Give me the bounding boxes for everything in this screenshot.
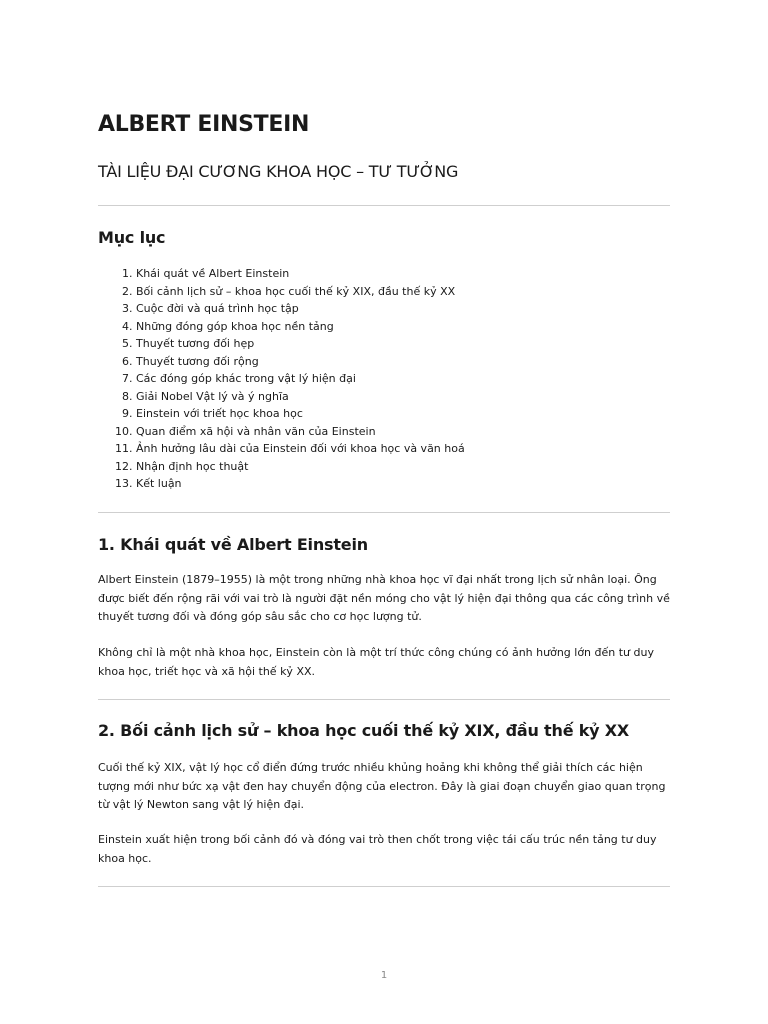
toc-item: 5. Thuyết tương đối hẹp xyxy=(136,335,465,353)
toc-item: 4. Những đóng góp khoa học nền tảng xyxy=(136,318,465,336)
toc-item: 10. Quan điểm xã hội và nhân văn của Einstein xyxy=(136,423,465,441)
toc-list xyxy=(98,265,465,493)
toc-item: 7. Các đóng góp khác trong vật lý hiện đại xyxy=(136,370,465,388)
divider xyxy=(98,699,670,700)
section-2-heading: 2. Bối cảnh lịch sử – khoa học cuối thế kỷ XIX, đầu thế kỷ XX xyxy=(98,721,630,740)
section-2-paragraph-2: Einstein xuất hiện trong bối cảnh đó và đóng vai trò then chốt trong việc tái cấu trúc nền tảng tư duy khoa học. xyxy=(98,833,657,865)
section-1-paragraph-1: Albert Einstein (1879–1955) là một trong những nhà khoa học vĩ đại nhất trong lịch sử nhân loại. Ông được biết đến rộng rãi với vai trò là người đặt nền móng cho vật lý hiện đại thông qua các công trình về thuyết tương đối và đóng góp sâu sắc cho cơ học lượng tử. xyxy=(98,573,670,623)
section-1-paragraph-2: Không chỉ là một nhà khoa học, Einstein còn là một trí thức công chúng có ảnh hưởng lớn đến tư duy khoa học, triết học và xã hội thế kỷ XX. xyxy=(98,646,654,678)
section-1-heading: 1. Khái quát về Albert Einstein xyxy=(98,535,368,554)
toc-item: 9. Einstein với triết học khoa học xyxy=(136,405,465,423)
toc-heading: Mục lục xyxy=(98,228,166,247)
toc-item: 13. Kết luận xyxy=(136,475,465,493)
document-subtitle: TÀI LIỆU ĐẠI CƯƠNG KHOA HỌC – TƯ TƯỞNG xyxy=(98,162,459,181)
toc-item: 1. Khái quát về Albert Einstein xyxy=(136,265,465,283)
divider xyxy=(98,886,670,887)
divider xyxy=(98,512,670,513)
document-title: ALBERT EINSTEIN xyxy=(98,112,310,137)
section-2-paragraph-1: Cuối thế kỷ XIX, vật lý học cổ điển đứng trước nhiều khủng hoảng khi không thể giải thích các hiện tượng mới như bức xạ vật đen hay chuyển động của electron. Đây là giai đoạn chuyển giao quan trọng từ vật lý Newton sang vật lý hiện đại. xyxy=(98,761,666,811)
toc-item: 11. Ảnh hưởng lâu dài của Einstein đối với khoa học và văn hoá xyxy=(136,440,465,458)
page-number: 1 xyxy=(380,970,388,981)
toc-item: 3. Cuộc đời và quá trình học tập xyxy=(136,300,465,318)
toc-item: 6. Thuyết tương đối rộng xyxy=(136,353,465,371)
toc-item: 12. Nhận định học thuật xyxy=(136,458,465,476)
divider xyxy=(98,205,670,206)
toc-item: 8. Giải Nobel Vật lý và ý nghĩa xyxy=(136,388,465,406)
toc-item: 2. Bối cảnh lịch sử – khoa học cuối thế kỷ XIX, đầu thế kỷ XX xyxy=(136,283,465,301)
